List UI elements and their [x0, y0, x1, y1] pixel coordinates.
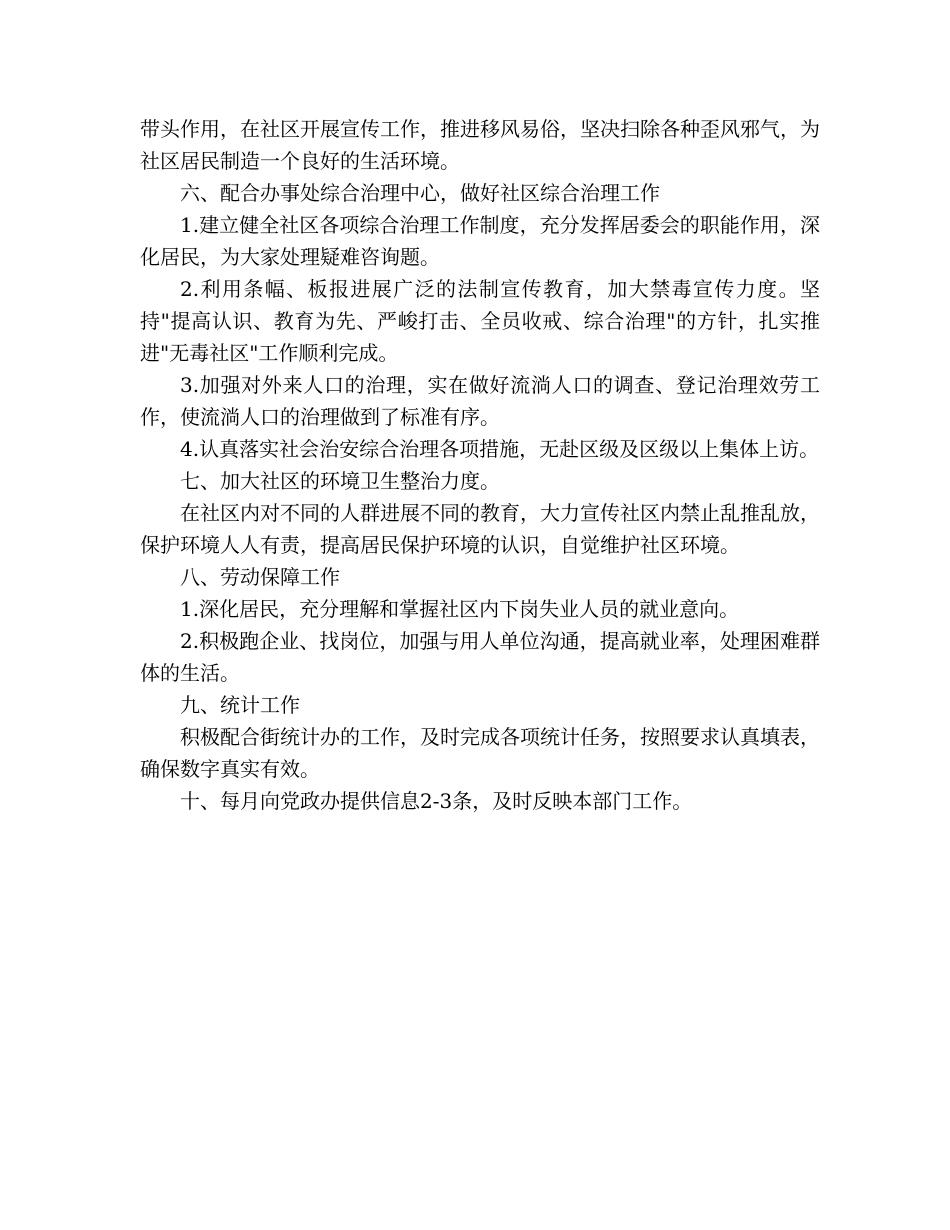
- section-heading-6: 六、配合办事处综合治理中心，做好社区综合治理工作: [180, 181, 660, 205]
- section-heading-8: 八、劳动保障工作: [180, 565, 340, 589]
- paragraph-6-1: 1.建立健全社区各项综合治理工作制度，充分发挥居委会的职能作用，深化居民，为大家处理疑难咨询题。: [140, 213, 820, 269]
- paragraph-8-1: 1.深化居民，充分理解和掌握社区内下岗失业人员的就业意向。: [180, 597, 740, 621]
- paragraph-6-4: 4.认真落实社会治安综合治理各项措施，无赴区级及区级以上集体上访。: [180, 437, 820, 461]
- section-heading-7: 七、加大社区的环境卫生整治力度。: [180, 469, 500, 493]
- document-body: [140, 113, 820, 817]
- paragraph-6-2: 2.利用条幅、板报进展广泛的法制宣传教育，加大禁毒宣传力度。坚持"提高认识、教育为先、严峻打击、全员收戒、综合治理"的方针，扎实推进"无毒社区"工作顺利完成。: [140, 277, 820, 365]
- paragraph-9-body: 积极配合街统计办的工作，及时完成各项统计任务，按照要求认真填表，确保数字真实有效。: [140, 725, 820, 781]
- paragraph-8-2: 2.积极跑企业、找岗位，加强与用人单位沟通，提高就业率，处理困难群体的生活。: [140, 629, 820, 685]
- paragraph-7-body: 在社区内对不同的人群进展不同的教育，大力宣传社区内禁止乱推乱放，保护环境人人有责，提高居民保护环境的认识，自觉维护社区环境。: [140, 501, 820, 557]
- section-heading-9: 九、统计工作: [180, 693, 300, 717]
- section-heading-10: 十、每月向党政办提供信息2-3条，及时反映本部门工作。: [180, 789, 693, 813]
- paragraph-6-3: 3.加强对外来人口的治理，实在做好流淌人口的调查、登记治理效劳工作，使流淌人口的治理做到了标准有序。: [140, 373, 820, 429]
- paragraph-continuation: 带头作用，在社区开展宣传工作，推进移风易俗，坚决扫除各种歪风邪气，为社区居民制造一个良好的生活环境。: [140, 117, 820, 173]
